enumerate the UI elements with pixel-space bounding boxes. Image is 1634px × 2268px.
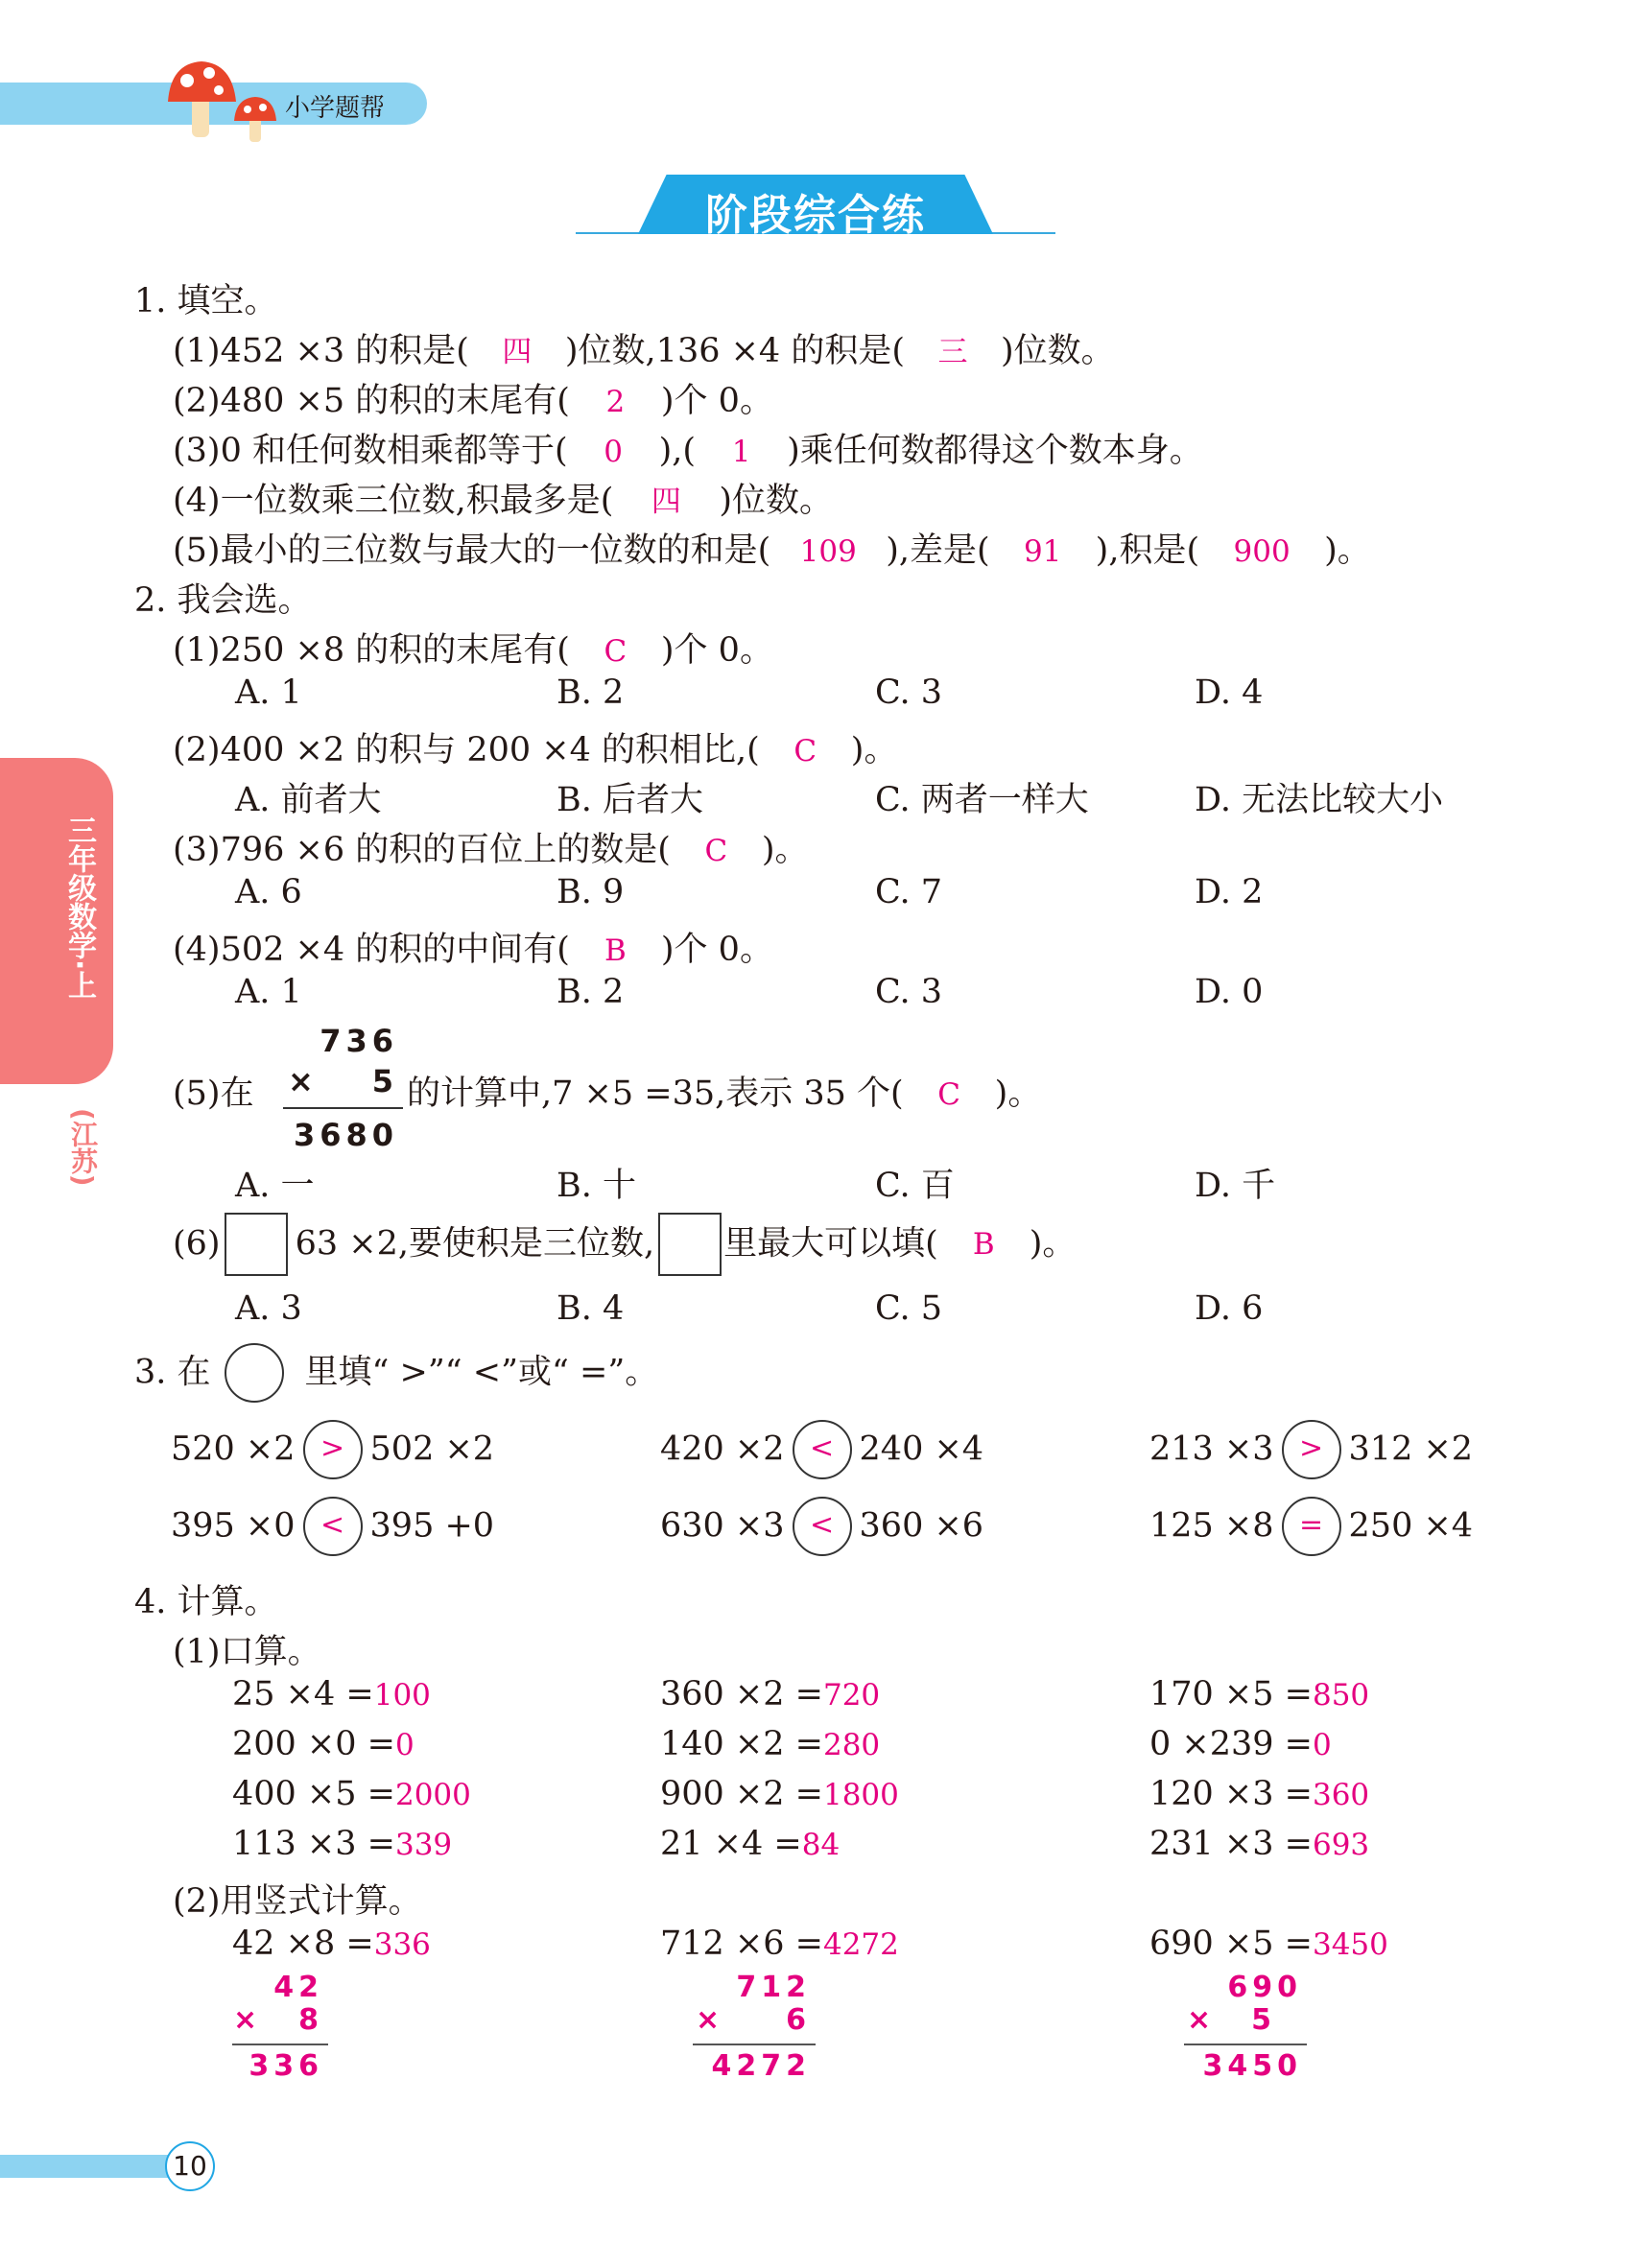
oral-item (232, 1725, 414, 1763)
oral-item (1149, 1825, 1369, 1863)
q2-item1-opt-d: D. 4 (1195, 673, 1264, 712)
q2-item2-text2: )。 (850, 731, 898, 769)
vertical-answer: 336 (373, 1927, 431, 1962)
q3-item-left: 213 ×3 (1149, 1429, 1274, 1469)
q2-item3-opt-c: C. 7 (875, 873, 943, 911)
q2-item3-text: (3)796 ×6 的积的百位上的数是( (173, 831, 671, 869)
oral-answer: 339 (394, 1828, 453, 1862)
vertical-line (693, 2044, 816, 2045)
oral-answer: 0 (394, 1728, 414, 1762)
q2-item2-opt-b: B. 后者大 (557, 781, 703, 819)
q2-item5-vert-bot: 5 (371, 1063, 398, 1099)
q2-item1-text2: )个 0。 (660, 631, 773, 670)
oral-question: 0 ×239 = (1149, 1725, 1313, 1763)
q3-item-left: 520 ×2 (171, 1429, 296, 1469)
q2-item3-opt-b: B. 9 (557, 873, 625, 911)
q3-answer-circle: > (1282, 1420, 1341, 1479)
page-title: 阶段综合练 (705, 191, 926, 240)
oral-item (232, 1825, 452, 1863)
oral-item (1149, 1775, 1369, 1813)
oral-answer: 850 (1312, 1678, 1370, 1713)
oral-answer: 1800 (822, 1778, 899, 1812)
vertical-mul: × (1187, 2003, 1217, 2037)
oral-answer: 84 (801, 1828, 841, 1862)
q1-item5-text: (5)最小的三位数与最大的一位数的和是( (173, 532, 771, 570)
q2-item5-opt-b: B. 十 (557, 1167, 636, 1205)
oral-question: 900 ×2 = (660, 1775, 823, 1813)
q2-item3 (173, 823, 809, 871)
vertical-item (660, 1925, 899, 1963)
q2-item5 (407, 1067, 1041, 1115)
vertical-item (1149, 1925, 1388, 1963)
q2-item6-text3: 里最大可以填( (723, 1224, 938, 1264)
q2-item6-opt-c: C. 5 (875, 1289, 943, 1328)
q2-item6-answer: B (972, 1226, 995, 1262)
q3-item-right: 240 ×4 (859, 1429, 984, 1469)
oral-question: 21 ×4 = (660, 1825, 802, 1863)
q2-item3-opt-d: D. 2 (1195, 873, 1264, 911)
q1-item5-text2: ),差是( (886, 532, 990, 570)
q3-item-right: 360 ×6 (859, 1506, 984, 1546)
q2-item3-answer: C (704, 834, 728, 868)
oral-answer: 0 (1312, 1728, 1332, 1762)
side-tab-region: (江苏) (67, 1108, 99, 1187)
vertical-top: 42 (273, 1971, 323, 2004)
q3-item (171, 1418, 494, 1479)
q2-item4-text: (4)502 ×4 的积的中间有( (173, 931, 570, 969)
q2-item3-opt-a: A. 6 (235, 873, 302, 911)
q2-item4-opt-a: A. 1 (235, 973, 302, 1011)
q2-item6-text: (6) (173, 1224, 221, 1264)
oral-answer: 280 (822, 1728, 881, 1762)
q2-item5-text: 的计算中,7 ×5 =35,表示 35 个( (407, 1075, 904, 1113)
q1-item4-text2: )位数。 (719, 482, 834, 520)
q2-item6 (173, 1211, 1076, 1276)
q3-answer-circle: < (793, 1420, 852, 1479)
q2-item6-text4: )。 (1029, 1224, 1077, 1264)
q3-item-right: 312 ×2 (1348, 1429, 1474, 1469)
oral-question: 231 ×3 = (1149, 1825, 1313, 1863)
q3-item-left: 420 ×2 (660, 1429, 785, 1469)
q3-item (660, 1495, 983, 1556)
q1-item4-answer: 四 (651, 484, 681, 519)
q1-item1-answer2: 三 (937, 335, 968, 369)
q3-item-right: 395 +0 (369, 1506, 495, 1546)
q1-item5 (173, 524, 1371, 572)
q2-item6-text2: 63 ×2,要使积是三位数, (295, 1224, 655, 1264)
oral-question: 140 ×2 = (660, 1725, 823, 1763)
q1-item1-text: (1)452 ×3 的积是( (173, 332, 469, 370)
q2-item5-prefix: (5)在 (173, 1075, 254, 1113)
q2-item6-opt-d: D. 6 (1195, 1289, 1264, 1328)
oral-question: 25 ×4 = (232, 1675, 374, 1713)
mushroom-icon (163, 56, 283, 155)
page-number: 10 (165, 2141, 215, 2191)
oral-answer: 693 (1312, 1828, 1370, 1862)
oral-answer: 100 (373, 1678, 431, 1713)
q2-item5-vert-line (283, 1107, 403, 1109)
q2-item1 (173, 624, 773, 672)
q2-item4-answer: B (604, 933, 627, 968)
q1-item5-text4: )。 (1324, 532, 1371, 570)
q2-item4-text2: )个 0。 (660, 931, 773, 969)
q3-item-left: 630 ×3 (660, 1506, 785, 1546)
vertical-answer: 4272 (822, 1927, 899, 1962)
oral-item (660, 1775, 899, 1813)
vertical-bot: 5 (1251, 2003, 1276, 2037)
q3-item-right: 250 ×4 (1348, 1506, 1474, 1546)
q3-title-text: 3. 在 (134, 1353, 211, 1392)
q1-item5-answer2: 91 (1023, 534, 1062, 569)
q2-item4 (173, 923, 773, 971)
q1-item2 (173, 374, 773, 422)
q2-item1-opt-c: C. 3 (875, 673, 943, 712)
oral-question: 113 ×3 = (232, 1825, 395, 1863)
q3-title-circle (225, 1343, 284, 1403)
q2-item2 (173, 723, 897, 771)
q3-item-right: 502 ×2 (369, 1429, 495, 1469)
q2-item4-opt-c: C. 3 (875, 973, 943, 1011)
q3-answer-circle: > (303, 1420, 363, 1479)
q1-item3-text: (3)0 和任何数相乘都等于( (173, 432, 568, 470)
oral-item (660, 1675, 880, 1713)
q2-item5-text2: )。 (994, 1075, 1042, 1113)
q1-title: 1. 填空。 (134, 282, 278, 320)
q3-item-left: 125 ×8 (1149, 1506, 1274, 1546)
oral-question: 170 ×5 = (1149, 1675, 1313, 1713)
q2-item5-opt-d: D. 千 (1195, 1167, 1276, 1205)
q2-item2-answer: C (793, 734, 817, 768)
q2-item6-box2 (658, 1213, 722, 1276)
q1-item4-text: (4)一位数乘三位数,积最多是( (173, 482, 614, 520)
oral-item (232, 1775, 471, 1813)
q3-item (660, 1418, 983, 1479)
oral-question: 360 ×2 = (660, 1675, 823, 1713)
vertical-question: 712 ×6 = (660, 1925, 823, 1963)
vertical-item (232, 1925, 431, 1963)
q4-title: 4. 计算。 (134, 1583, 278, 1621)
oral-item (660, 1825, 840, 1863)
vertical-question: 42 ×8 = (232, 1925, 374, 1963)
vertical-mul: × (696, 2003, 725, 2037)
q1-item3 (173, 424, 1203, 472)
q2-item1-answer: C (604, 634, 628, 669)
q2-item6-box1 (225, 1213, 288, 1276)
q2-item2-text: (2)400 ×2 的积与 200 ×4 的积相比,( (173, 731, 760, 769)
vertical-answer: 3450 (1312, 1927, 1388, 1962)
q3-answer-circle: < (793, 1497, 852, 1556)
oral-question: 400 ×5 = (232, 1775, 395, 1813)
q2-item1-opt-b: B. 2 (557, 673, 625, 712)
q3-item (1149, 1418, 1473, 1479)
oral-item (1149, 1725, 1332, 1763)
q2-item4-opt-b: B. 2 (557, 973, 625, 1011)
oral-answer: 720 (822, 1678, 881, 1713)
q2-item5-vert-mul: × (288, 1063, 314, 1099)
q1-item2-text2: )个 0。 (660, 382, 773, 420)
q2-item3-text2: )。 (761, 831, 809, 869)
oral-question: 200 ×0 = (232, 1725, 395, 1763)
q1-item3-answer2: 1 (731, 435, 751, 469)
vertical-mul: × (233, 2003, 263, 2037)
q2-item6-opt-a: A. 3 (235, 1289, 302, 1328)
vertical-result: 3450 (1202, 2049, 1302, 2083)
oral-answer: 360 (1312, 1778, 1370, 1812)
q3-item (1149, 1495, 1473, 1556)
q1-item1-text3: )位数。 (1000, 332, 1115, 370)
q2-item1-opt-a: A. 1 (235, 673, 302, 712)
q1-item3-answer1: 0 (604, 435, 623, 469)
vertical-result: 4272 (711, 2049, 811, 2083)
brand-name: 小学题帮 (285, 94, 386, 123)
q2-item6-opt-b: B. 4 (557, 1289, 625, 1328)
oral-item (232, 1675, 431, 1713)
q1-item1-answer1: 四 (502, 335, 533, 369)
q1-item5-text3: ),积是( (1095, 532, 1200, 570)
q2-item2-opt-d: D. 无法比较大小 (1195, 781, 1444, 819)
q1-item1-text2: )位数,136 ×4 的积是( (564, 332, 905, 370)
q1-item3-text2: ),( (658, 432, 697, 470)
vertical-question: 690 ×5 = (1149, 1925, 1313, 1963)
q1-item5-answer3: 900 (1233, 534, 1291, 569)
oral-item (660, 1725, 880, 1763)
oral-question: 120 ×3 = (1149, 1775, 1313, 1813)
q2-item2-opt-a: A. 前者大 (235, 781, 382, 819)
vertical-line (1184, 2044, 1307, 2045)
q2-item2-opt-c: C. 两者一样大 (875, 781, 1089, 819)
q3-item (171, 1495, 494, 1556)
q1-item2-text: (2)480 ×5 的积的末尾有( (173, 382, 570, 420)
q2-item5-answer: C (937, 1077, 961, 1112)
q2-item5-opt-c: C. 百 (875, 1167, 955, 1205)
q3-answer-circle: < (303, 1497, 363, 1556)
vertical-line (232, 2044, 328, 2045)
vertical-top: 712 (736, 1971, 811, 2004)
q1-item2-answer: 2 (605, 385, 626, 419)
q2-title: 2. 我会选。 (134, 581, 312, 620)
q4-part1-title: (1)口算。 (173, 1633, 321, 1671)
footer-bar (0, 2155, 192, 2178)
q1-item3-text3: )乘任何数都得这个数本身。 (787, 432, 1203, 470)
vertical-top: 690 (1227, 1971, 1302, 2004)
oral-item (1149, 1675, 1369, 1713)
q3-item-left: 395 ×0 (171, 1506, 296, 1546)
q3-title-text2: 里填“ >”“ <”或“ =”。 (304, 1353, 659, 1392)
q2-item5-opt-a: A. 一 (235, 1167, 315, 1205)
q1-item4 (173, 474, 833, 522)
q2-item5-vert-top: 736 (320, 1023, 398, 1059)
q3-answer-circle: = (1282, 1497, 1341, 1556)
q4-part2-title: (2)用竖式计算。 (173, 1882, 422, 1921)
q2-item5-vert-res: 3680 (293, 1117, 398, 1153)
side-tab-grade: 三年级数学·上 (62, 815, 96, 1000)
q1-item5-answer1: 109 (799, 534, 857, 569)
q2-item4-opt-d: D. 0 (1195, 973, 1264, 1011)
vertical-bot: 8 (298, 2003, 323, 2037)
vertical-result: 336 (249, 2049, 323, 2083)
vertical-bot: 6 (786, 2003, 811, 2037)
oral-answer: 2000 (394, 1778, 471, 1812)
q1-item1 (173, 324, 1115, 372)
q3-title (134, 1341, 658, 1403)
q2-item1-text: (1)250 ×8 的积的末尾有( (173, 631, 570, 670)
